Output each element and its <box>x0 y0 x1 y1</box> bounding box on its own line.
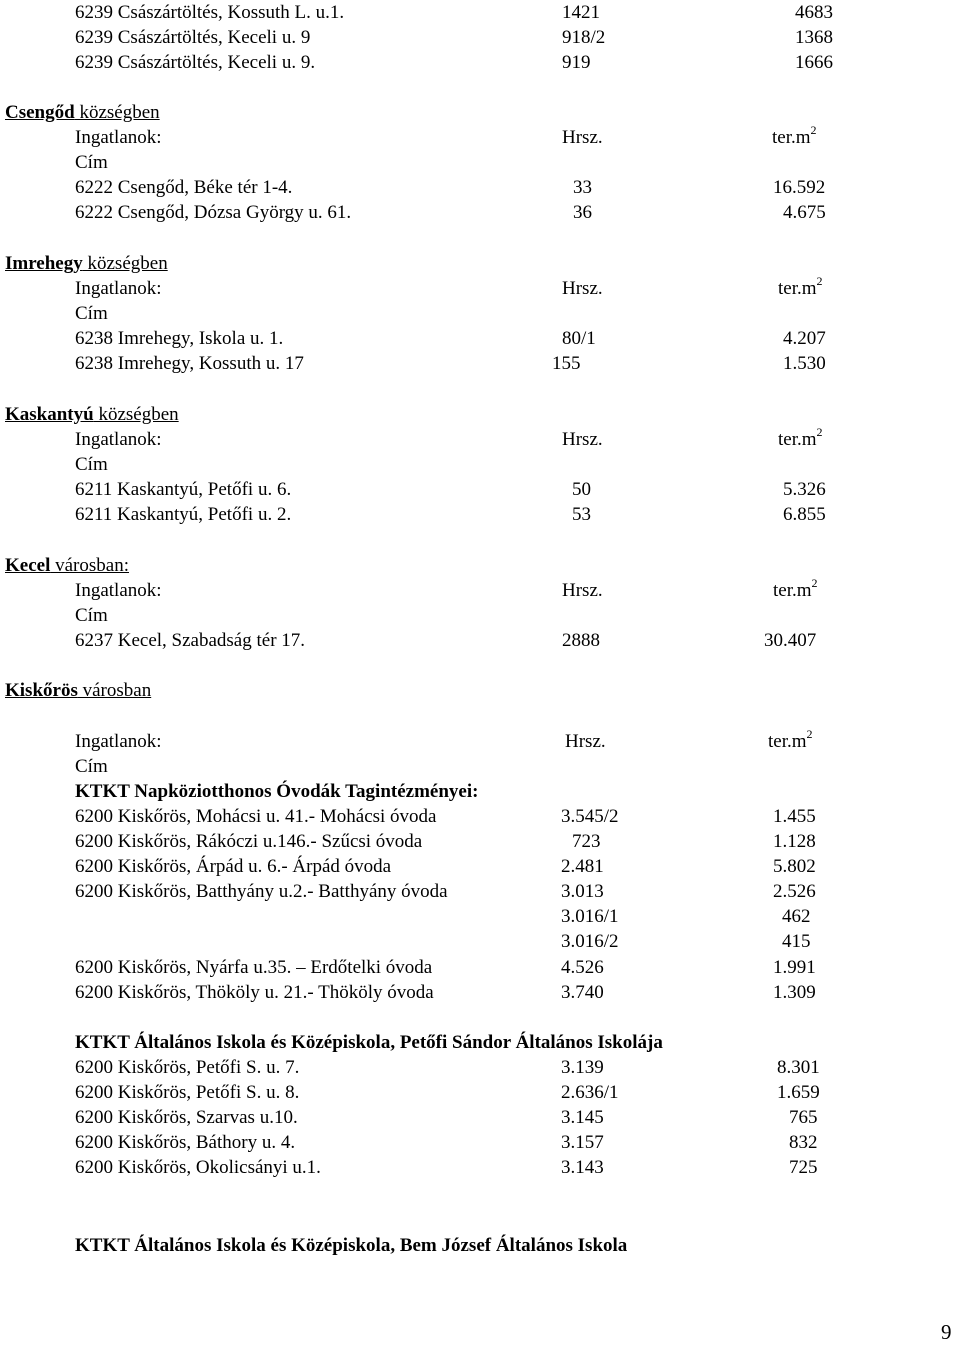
area-cell: 4.675 <box>783 202 826 223</box>
ingatlanok-label: Ingatlanok: <box>75 580 162 601</box>
area-header: $ter.m^2$ <box>768 726 813 752</box>
address-cell: 6239 Császártöltés, Kossuth L. u.1. <box>75 2 345 23</box>
area-cell: 832 <box>789 1132 818 1153</box>
cim-label: Cím <box>75 756 108 777</box>
hrsz-header: Hrsz. <box>565 731 606 752</box>
table-row <box>75 0 344 25</box>
cim-label: Cím <box>75 303 108 324</box>
address-cell: 6200 Kiskőrös, Szarvas u.10. <box>75 1107 298 1128</box>
hrsz-cell: 4.526 <box>561 957 604 978</box>
hrsz-cell: 3.016/2 <box>561 931 619 952</box>
hrsz-header: Hrsz. <box>562 580 603 601</box>
page-number: 9 <box>941 1320 952 1344</box>
area-cell: 16.592 <box>773 177 826 198</box>
address-cell: 6200 Kiskőrös, Mohácsi u. 41.- Mohácsi óvoda <box>75 806 437 827</box>
hrsz-cell: 3.545/2 <box>561 806 619 827</box>
area-cell: 415 <box>782 931 811 952</box>
hrsz-cell: 155 <box>552 353 581 374</box>
area-cell: 1.455 <box>773 806 816 827</box>
cim-label: Cím <box>75 454 108 475</box>
area-cell: 1.659 <box>777 1082 820 1103</box>
area-cell: 30.407 <box>764 630 817 651</box>
ovoda-section-title: KTKT Napköziotthonos Óvodák Tagintézményei: <box>75 781 479 802</box>
hrsz-cell: 723 <box>572 831 601 852</box>
hrsz-cell: 2.481 <box>561 856 604 877</box>
area-cell: 725 <box>789 1157 818 1178</box>
bem-section-title: KTKT Általános Iskola és Középiskola, Bem József Általános Iskola <box>75 1235 628 1256</box>
area-cell: 4.207 <box>783 328 826 349</box>
hrsz-cell: 3.740 <box>561 982 604 1003</box>
area-header: $ter.m^2$ <box>772 122 817 148</box>
cim-label: Cím <box>75 152 108 173</box>
ingatlanok-label: Ingatlanok: <box>75 278 162 299</box>
address-cell: 6211 Kaskantyú, Petőfi u. 6. <box>75 479 292 500</box>
hrsz-cell: 50 <box>572 479 591 500</box>
area-cell: 1368 <box>795 27 833 48</box>
section-heading-kecel: Kecel városban: <box>5 555 129 576</box>
area-cell: 765 <box>789 1107 818 1128</box>
address-cell: 6200 Kiskőrös, Petőfi S. u. 7. <box>75 1057 300 1078</box>
area-cell: 5.326 <box>783 479 826 500</box>
address-cell: 6237 Kecel, Szabadság tér 17. <box>75 630 306 651</box>
hrsz-cell: 918/2 <box>562 27 606 48</box>
address-cell: 6239 Császártöltés, Keceli u. 9 <box>75 27 311 48</box>
address-cell: 6222 Csengőd, Dózsa György u. 61. <box>75 202 352 223</box>
hrsz-cell: 3.016/1 <box>561 906 619 927</box>
table-row <box>75 50 315 75</box>
address-cell: 6200 Kiskőrös, Rákóczi u.146.- Szűcsi óvoda <box>75 831 423 852</box>
area-header: $ter.m^2$ <box>778 424 823 450</box>
area-cell: 1.530 <box>783 353 826 374</box>
area-cell: 6.855 <box>783 504 826 525</box>
hrsz-cell: 36 <box>573 202 592 223</box>
hrsz-cell: 919 <box>562 52 591 73</box>
ingatlanok-label: Ingatlanok: <box>75 429 162 450</box>
hrsz-cell: 2888 <box>562 630 600 651</box>
hrsz-cell: 3.145 <box>561 1107 604 1128</box>
area-cell: 5.802 <box>773 856 816 877</box>
hrsz-cell: 3.139 <box>561 1057 604 1078</box>
ingatlanok-label: Ingatlanok: <box>75 127 162 148</box>
address-cell: 6238 Imrehegy, Iskola u. 1. <box>75 328 284 349</box>
hrsz-cell: 33 <box>573 177 592 198</box>
hrsz-cell: 3.157 <box>561 1132 604 1153</box>
iskola-section-title: KTKT Általános Iskola és Középiskola, Petőfi Sándor Általános Iskolája <box>75 1032 663 1053</box>
address-cell: 6200 Kiskőrös, Árpád u. 6.- Árpád óvoda <box>75 856 392 877</box>
area-cell: 462 <box>782 906 811 927</box>
address-cell: 6239 Császártöltés, Keceli u. 9. <box>75 52 316 73</box>
section-heading-csengod: Csengőd községben <box>5 102 160 123</box>
ingatlanok-label: Ingatlanok: <box>75 731 162 752</box>
address-cell: 6238 Imrehegy, Kossuth u. 17 <box>75 353 304 374</box>
address-cell: 6200 Kiskőrös, Nyárfa u.35. – Erdőtelki óvoda <box>75 957 433 978</box>
area-cell: 2.526 <box>773 881 816 902</box>
area-header: $ter.m^2$ <box>773 575 818 601</box>
area-header: $ter.m^2$ <box>778 273 823 299</box>
address-cell: 6222 Csengőd, Béke tér 1-4. <box>75 177 293 198</box>
hrsz-cell: 53 <box>572 504 591 525</box>
area-cell: 4683 <box>795 2 833 23</box>
area-cell: 1.991 <box>773 957 816 978</box>
hrsz-cell: 3.013 <box>561 881 604 902</box>
hrsz-cell: 80/1 <box>562 328 596 349</box>
address-cell: 6200 Kiskőrös, Batthyány u.2.- Batthyány óvoda <box>75 881 448 902</box>
address-cell: 6200 Kiskőrös, Báthory u. 4. <box>75 1132 296 1153</box>
table-row <box>75 25 310 50</box>
area-cell: 1.309 <box>773 982 816 1003</box>
section-heading-kaskantyu: Kaskantyú községben <box>5 404 179 425</box>
address-cell: 6200 Kiskőrös, Okolicsányi u.1. <box>75 1157 321 1178</box>
section-heading-kiskoros: Kiskőrös városban <box>5 680 152 701</box>
hrsz-header: Hrsz. <box>562 429 603 450</box>
hrsz-header: Hrsz. <box>562 278 603 299</box>
hrsz-header: Hrsz. <box>562 127 603 148</box>
section-heading-imrehegy: Imrehegy községben <box>5 253 168 274</box>
address-cell: 6211 Kaskantyú, Petőfi u. 2. <box>75 504 292 525</box>
area-cell: 8.301 <box>777 1057 820 1078</box>
hrsz-cell: 2.636/1 <box>561 1082 619 1103</box>
hrsz-cell: 3.143 <box>561 1157 604 1178</box>
area-cell: 1666 <box>795 52 833 73</box>
area-cell: 1.128 <box>773 831 816 852</box>
cim-label: Cím <box>75 605 108 626</box>
address-cell: 6200 Kiskőrös, Petőfi S. u. 8. <box>75 1082 300 1103</box>
address-cell: 6200 Kiskőrös, Thököly u. 21.- Thököly óvoda <box>75 982 434 1003</box>
hrsz-cell: 1421 <box>562 2 600 23</box>
